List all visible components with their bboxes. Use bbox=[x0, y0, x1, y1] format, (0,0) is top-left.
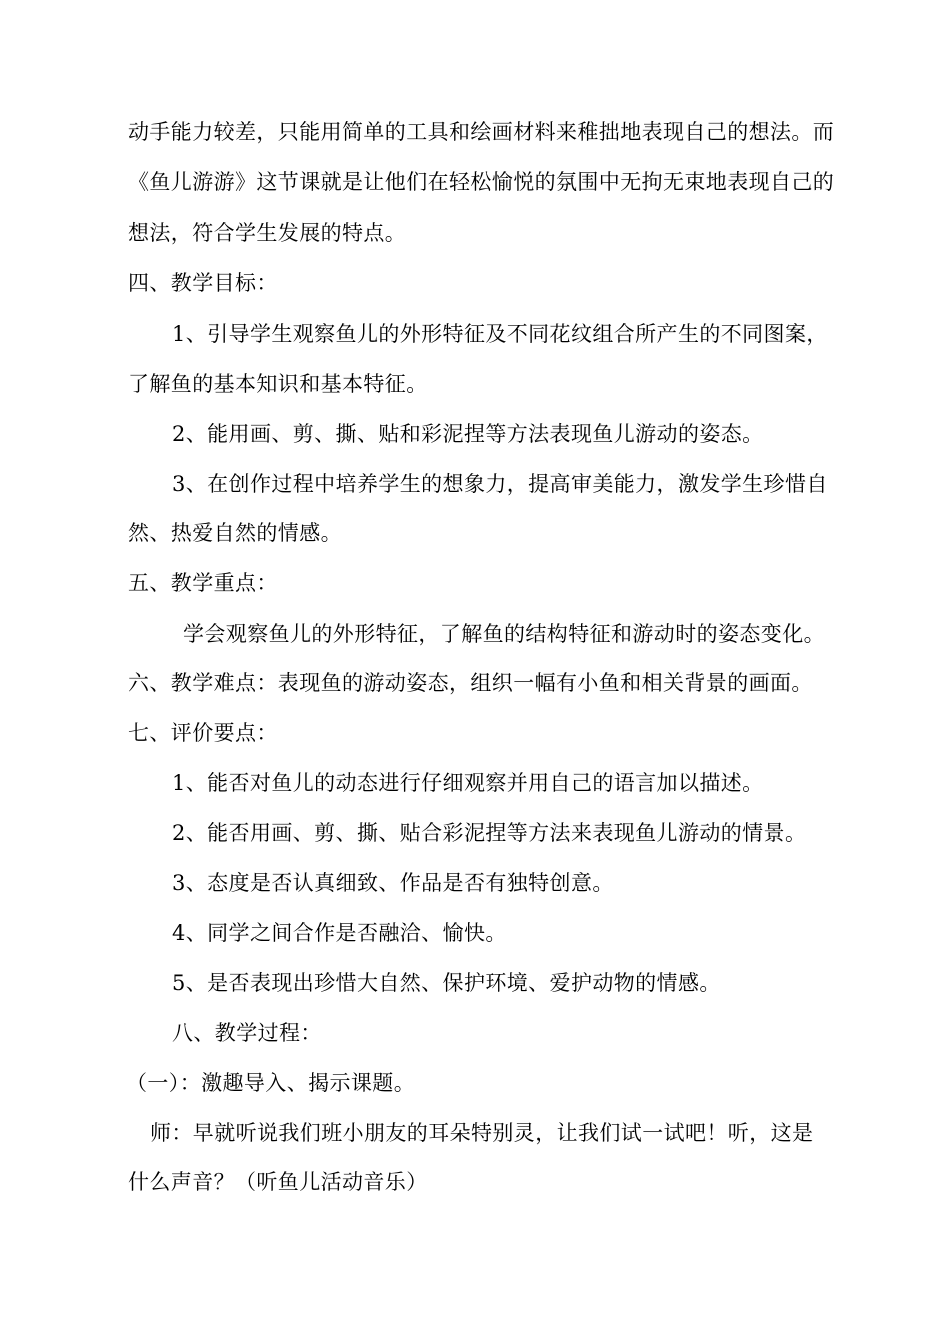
list-item: 3、态度是否认真细致、作品是否有独特创意。 bbox=[172, 871, 614, 895]
text-line: 什么声音？（听鱼儿活动音乐） bbox=[128, 1170, 428, 1194]
list-item: 2、能否用画、剪、撕、贴合彩泥捏等方法来表现鱼儿游动的情景。 bbox=[172, 821, 807, 845]
section-heading: 七、评价要点： bbox=[128, 721, 278, 745]
subsection-heading: （一）：激趣导入、揭示课题。 bbox=[126, 1071, 416, 1095]
list-item: 5、是否表现出珍惜大自然、保护环境、爱护动物的情感。 bbox=[172, 971, 721, 995]
text-line: 然、热爱自然的情感。 bbox=[128, 521, 342, 545]
list-item: 1、引导学生观察鱼儿的外形特征及不同花纹组合所产生的不同图案， bbox=[172, 322, 828, 346]
section-heading: 四、教学目标： bbox=[128, 271, 278, 295]
text-line: 了解鱼的基本知识和基本特征。 bbox=[128, 372, 428, 396]
text-line: 动手能力较差，只能用简单的工具和绘画材料来稚拙地表现自己的想法。而 bbox=[128, 120, 835, 144]
text-line: 学会观察鱼儿的外形特征，了解鱼的结构特征和游动时的姿态变化。 bbox=[183, 622, 825, 646]
text-line: 师：早就听说我们班小朋友的耳朵特别灵，让我们试一试吧！听，这是 bbox=[150, 1121, 814, 1145]
list-item: 4、同学之间合作是否融洽、愉快。 bbox=[172, 921, 507, 945]
section-heading: 五、教学重点： bbox=[128, 571, 278, 595]
list-item: 1、能否对鱼儿的动态进行仔细观察并用自己的语言加以描述。 bbox=[172, 771, 764, 795]
list-item: 2、能用画、剪、撕、贴和彩泥捏等方法表现鱼儿游动的姿态。 bbox=[172, 422, 764, 446]
section-heading: 八、教学过程： bbox=[172, 1021, 322, 1045]
list-item: 3、在创作过程中培养学生的想象力，提高审美能力，激发学生珍惜自 bbox=[172, 472, 828, 496]
section-heading: 六、教学难点：表现鱼的游动姿态，组织一幅有小鱼和相关背景的画面。 bbox=[128, 671, 813, 695]
text-line: 《鱼儿游游》这节课就是让他们在轻松愉悦的氛围中无拘无束地表现自己的 bbox=[128, 170, 835, 194]
text-line: 想法，符合学生发展的特点。 bbox=[128, 221, 407, 245]
